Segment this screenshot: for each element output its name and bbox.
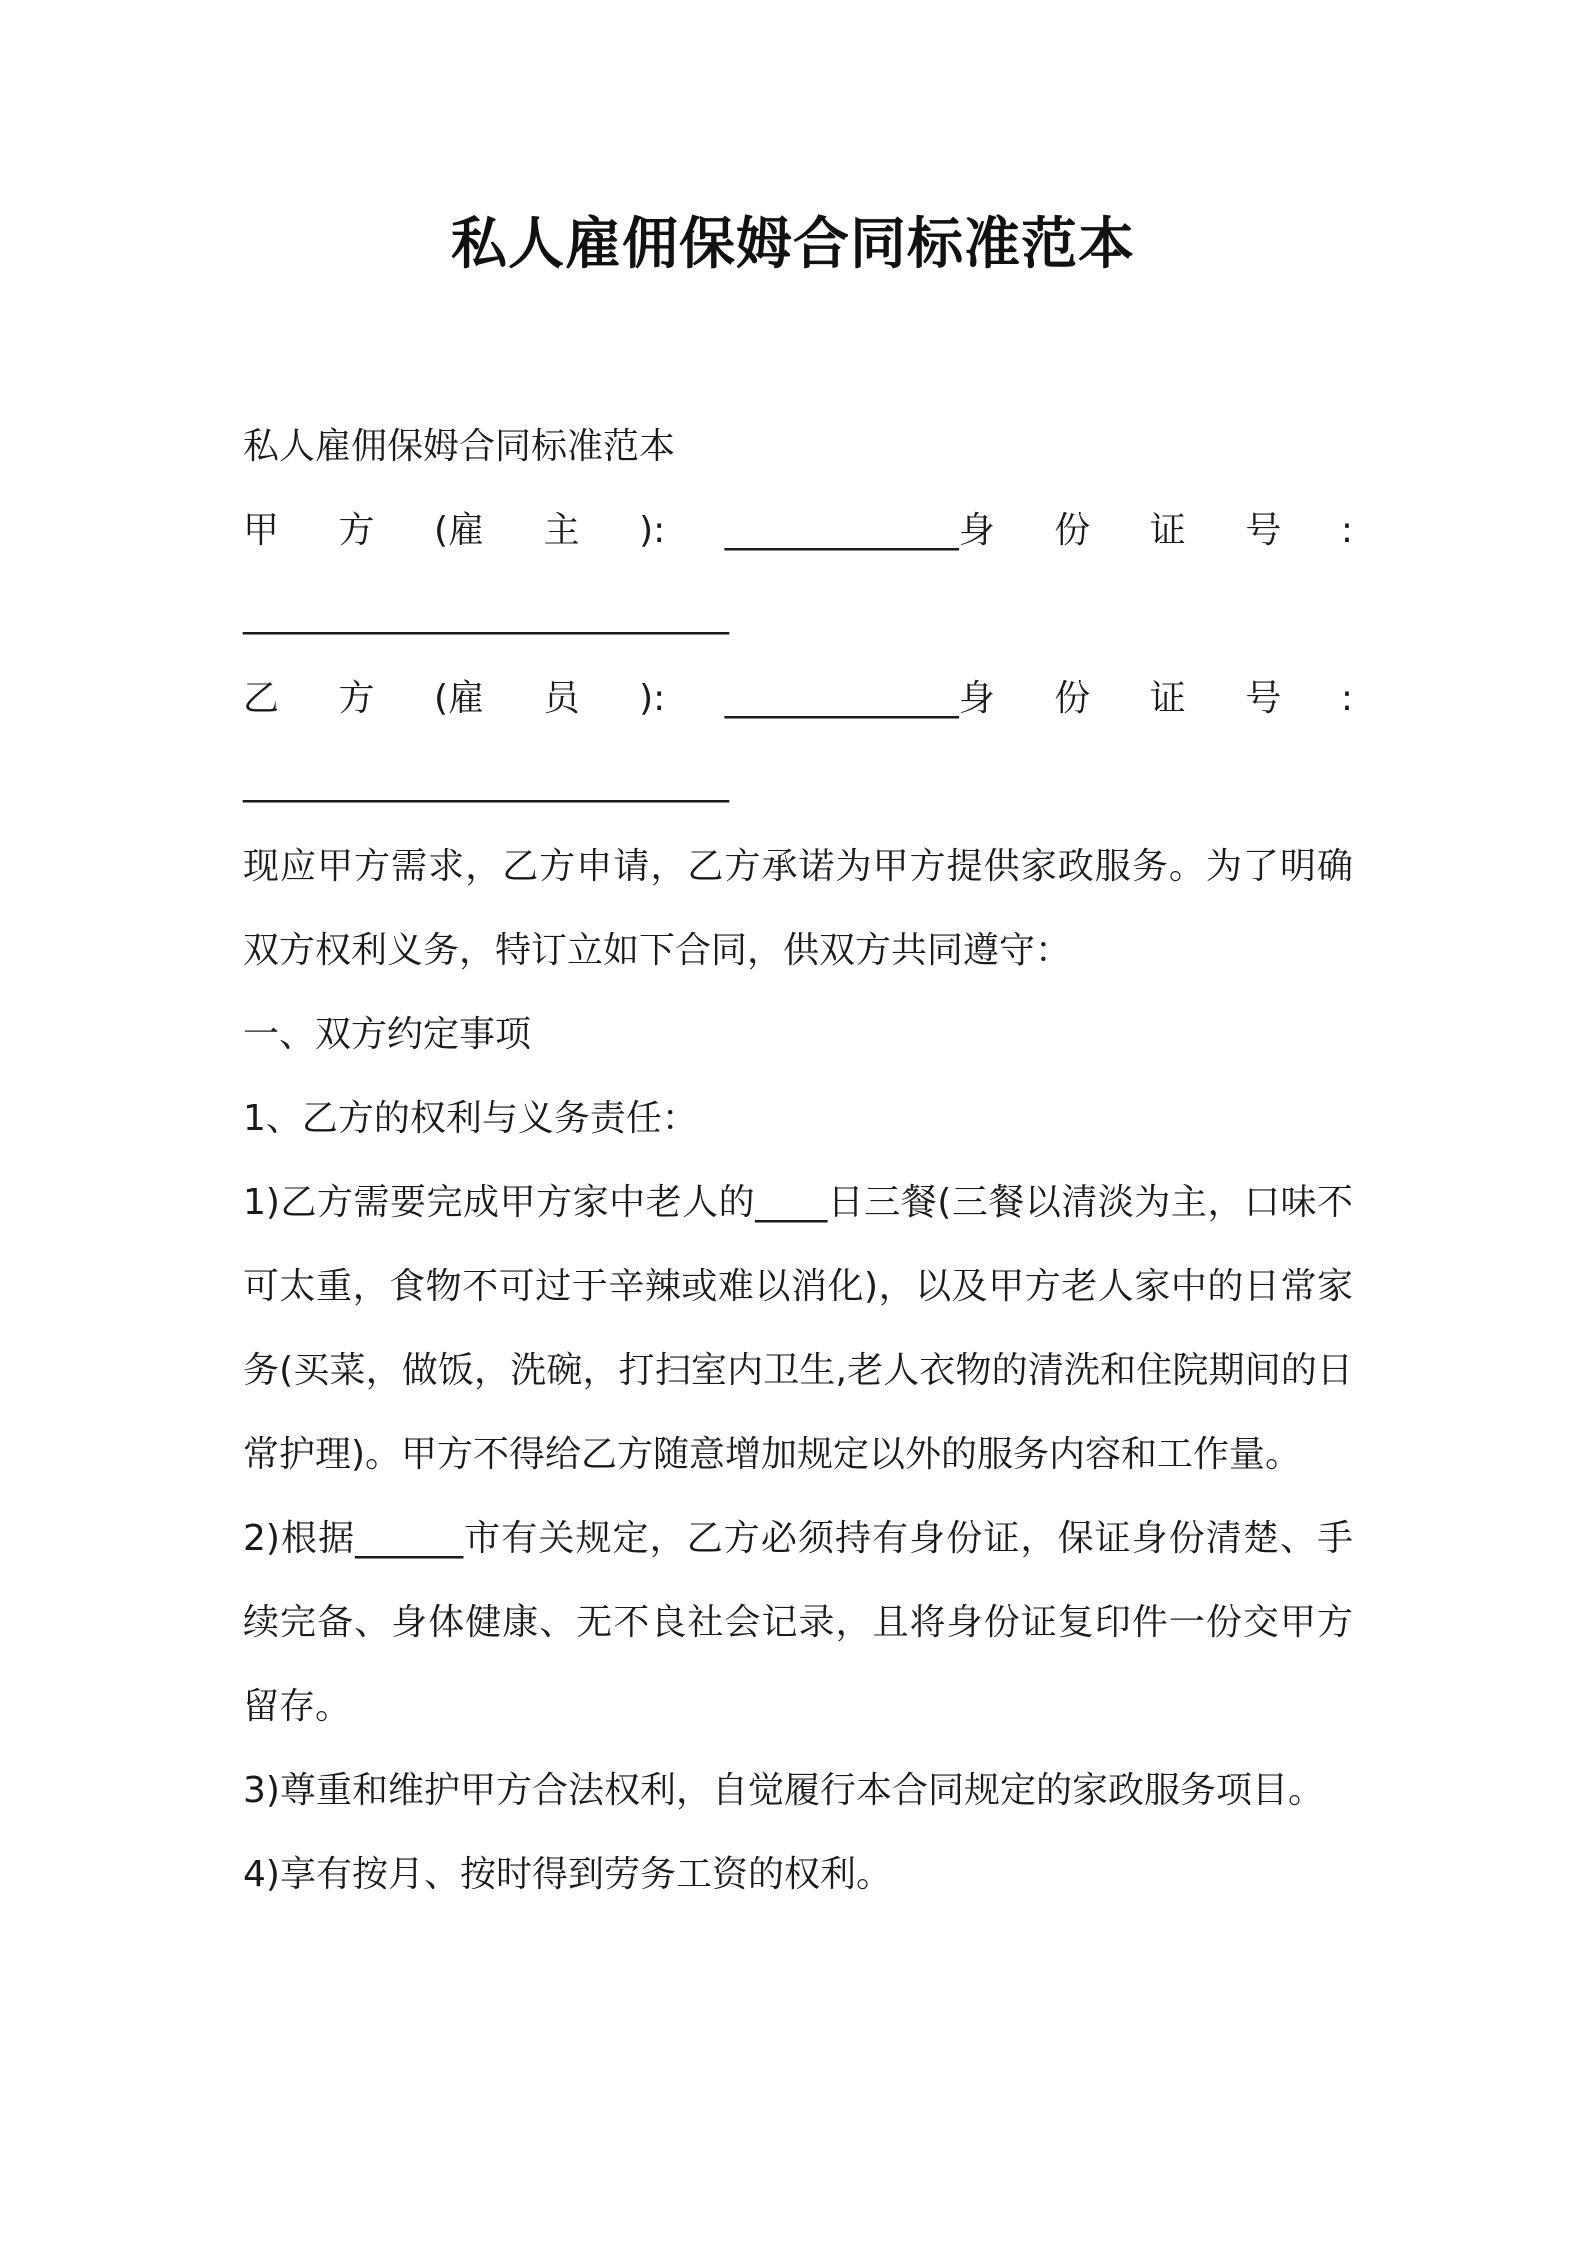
page-title: 私人雇佣保姆合同标准范本 xyxy=(451,212,1135,277)
party-a-token: 证 xyxy=(1149,510,1186,551)
party-a-token: 甲 xyxy=(243,510,280,551)
party-a-id-blank: ___________________________ xyxy=(243,594,729,635)
party-b-token: ): xyxy=(639,678,666,719)
party-a-token: 主 xyxy=(543,510,580,551)
intro-paragraph: 现应甲方需求，乙方申请，乙方承诺为甲方提供家政服务。为了明确双方权利义务，特订立如下合同，供双方共同遵守： xyxy=(243,846,1353,971)
party-b-name-blank: _____________身 xyxy=(724,678,995,719)
clause-1: 1)乙方需要完成甲方家中老人的____日三餐(三餐以清淡为主，口味不可太重，食物不可过于辛辣或难以消化)，以及甲方老人家中的日常家务(买菜，做饭，洗碗，打扫室内卫生,老人衣物的清洗和住院期间的日常护理)。甲方不得给乙方随意增加规定以外的服务内容和工作量。 xyxy=(243,1182,1353,1475)
party-a-token: ): xyxy=(639,510,666,551)
party-a-token: (雇 xyxy=(434,510,485,551)
section-heading: 一、双方约定事项 xyxy=(243,1014,532,1055)
party-a-token: 号 xyxy=(1245,510,1282,551)
party-b-id-blank: ___________________________ xyxy=(243,762,729,803)
party-b-token: (雇 xyxy=(434,678,485,719)
party-a-token: 方 xyxy=(338,510,375,551)
party-b-token: 份 xyxy=(1054,678,1091,719)
party-b-line xyxy=(243,657,1353,741)
party-a-token: : xyxy=(1340,510,1353,551)
clause-3: 3)尊重和维护甲方合法权利，自觉履行本合同规定的家政服务项目。 xyxy=(243,1770,1324,1811)
party-b-token: 号 xyxy=(1245,678,1282,719)
party-b-token: 乙 xyxy=(243,678,280,719)
item-heading: 1、乙方的权利与义务责任： xyxy=(243,1098,698,1139)
clause-4: 4)享有按月、按时得到劳务工资的权利。 xyxy=(243,1854,892,1895)
party-b-token: : xyxy=(1340,678,1353,719)
document-body xyxy=(243,405,1353,1917)
party-a-line xyxy=(243,489,1353,573)
party-b-token: 证 xyxy=(1149,678,1186,719)
document-subtitle: 私人雇佣保姆合同标准范本 xyxy=(243,426,676,467)
clause-2: 2)根据______市有关规定，乙方必须持有身份证，保证身份清楚、手续完备、身体健康、无不良社会记录，且将身份证复印件一份交甲方留存。 xyxy=(243,1518,1353,1727)
party-b-token: 员 xyxy=(543,678,580,719)
party-b-token: 方 xyxy=(338,678,375,719)
party-a-name-blank: _____________身 xyxy=(724,510,995,551)
party-a-token: 份 xyxy=(1054,510,1091,551)
